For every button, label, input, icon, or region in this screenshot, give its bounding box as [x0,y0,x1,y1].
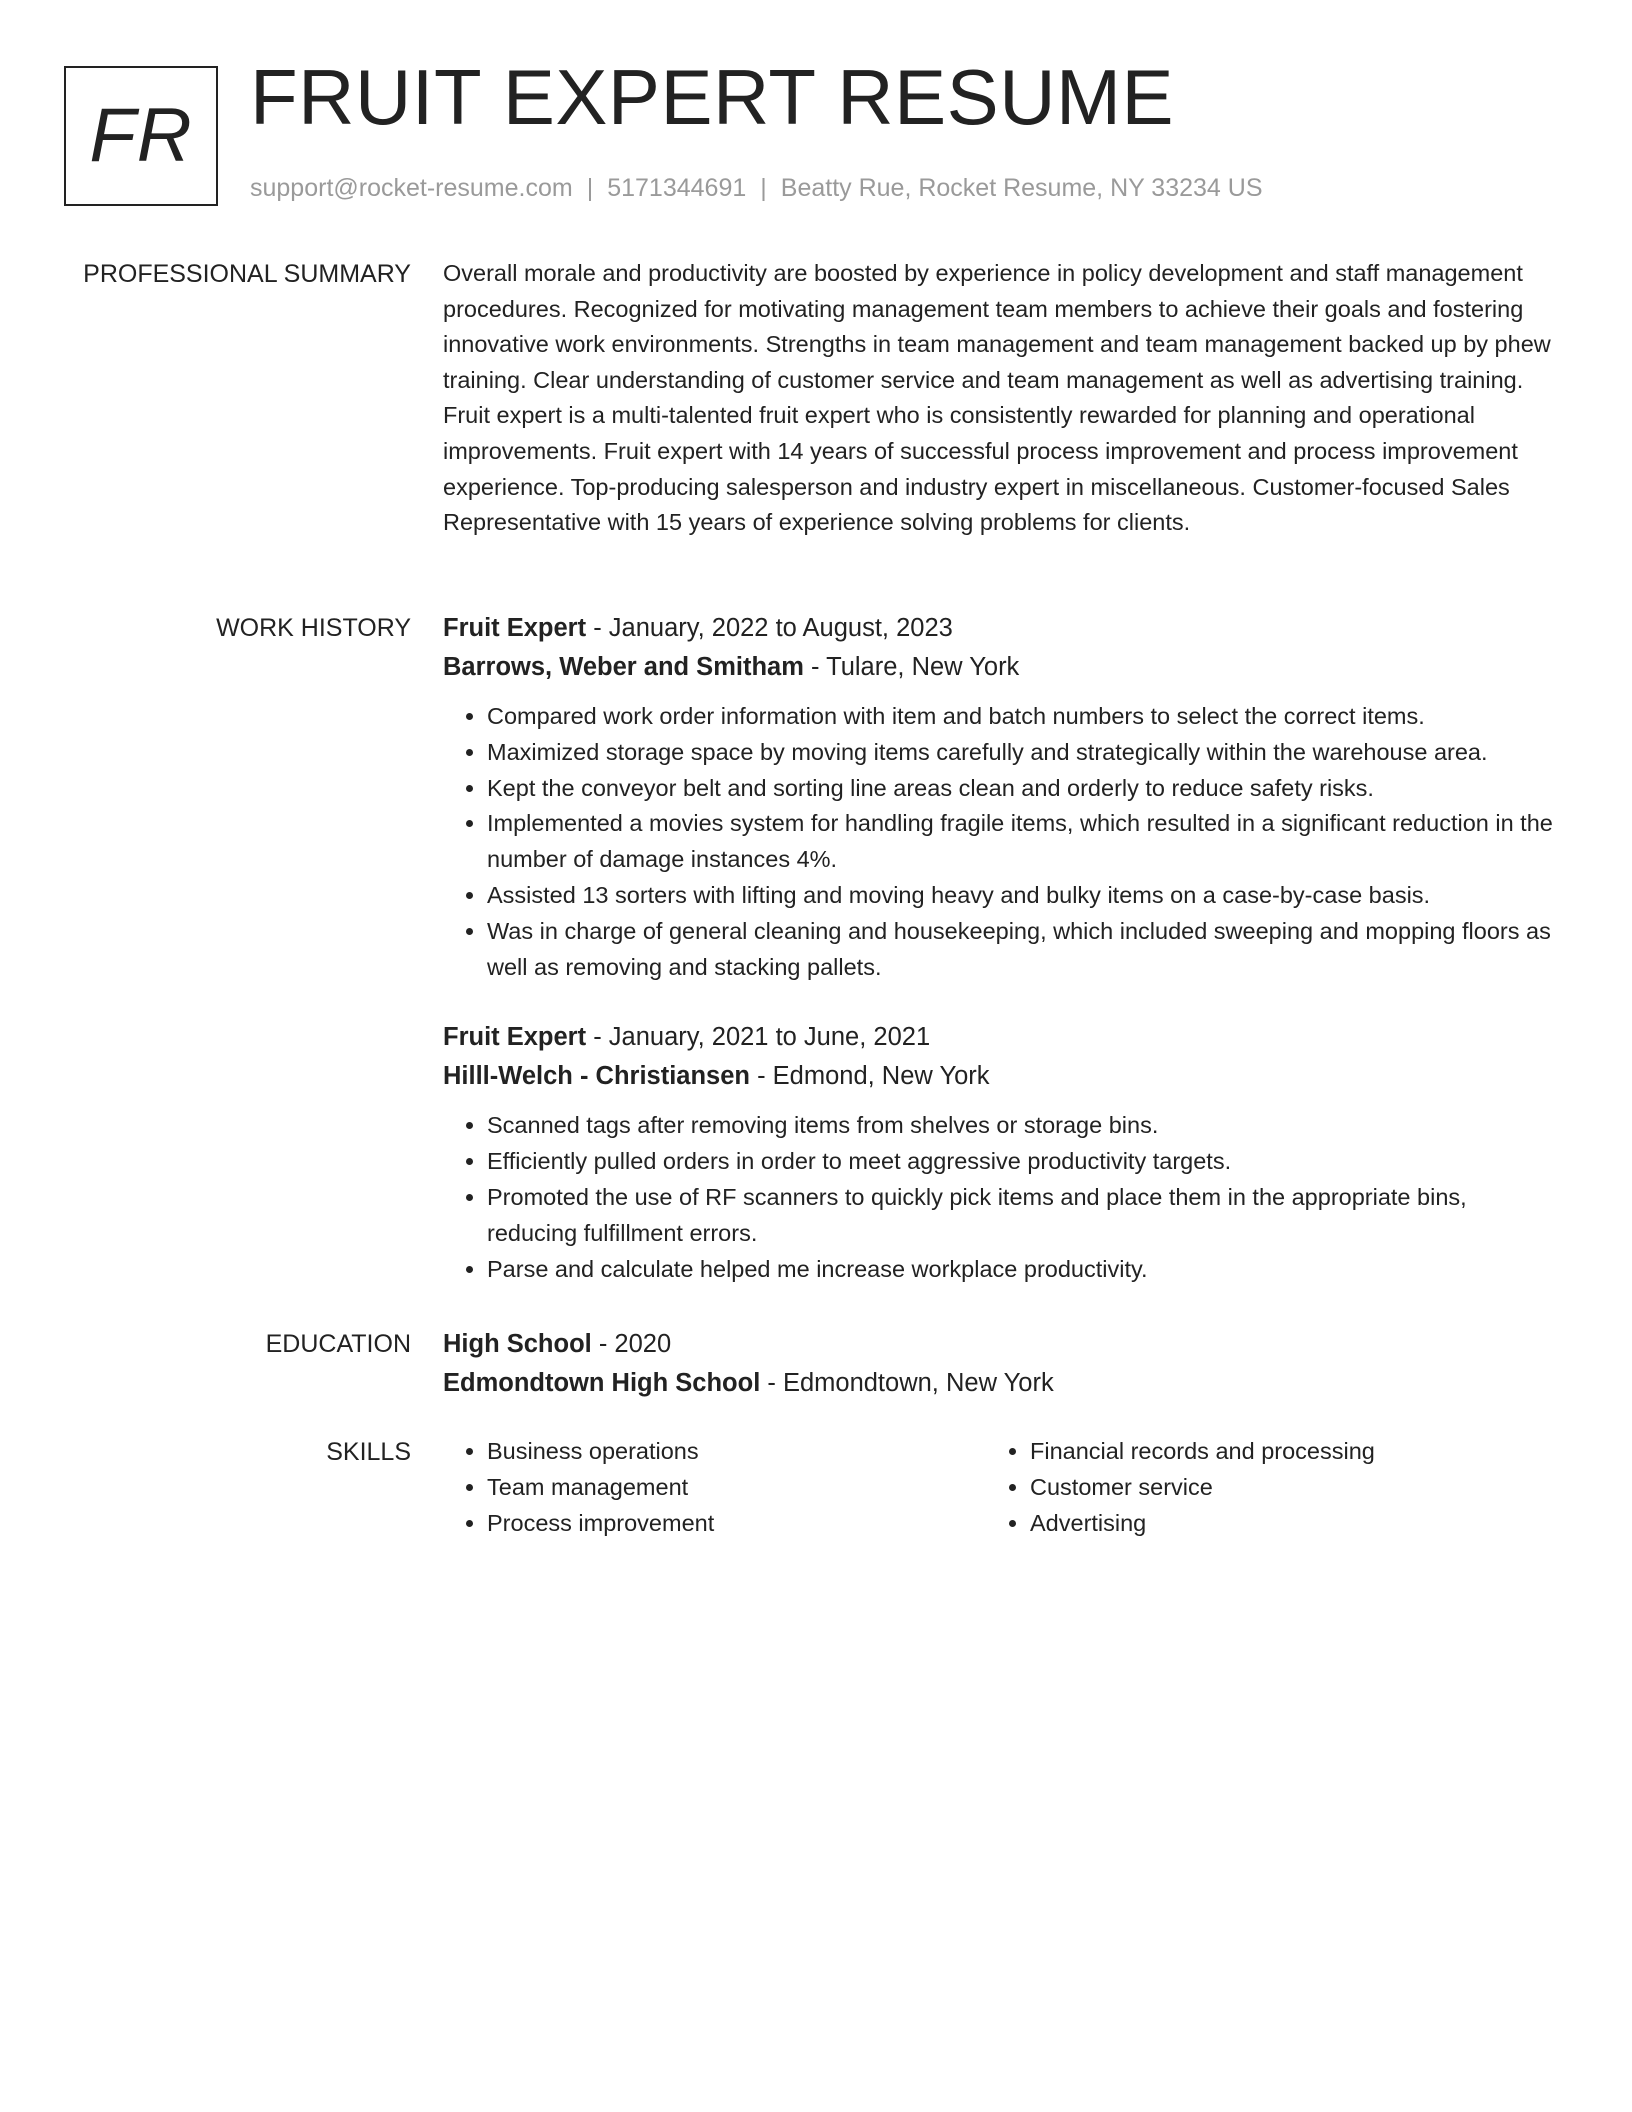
job-location: - Tulare, New York [803,653,1020,681]
job-bullet: • Assisted 13 sorters with lifting and moving heavy and bulky items on a case-by-case basis. [487,878,1553,914]
job-bullet: • Efficiently pulled orders in order to meet aggressive productivity targets. [487,1144,1553,1180]
job-title-line [443,610,1553,646]
summary-body [443,256,1553,541]
job-bullet: • Maximized storage space by moving items carefully and strategically within the warehouse area. [487,735,1553,771]
education-school: Edmondtown High School [443,1369,761,1397]
summary-text: Overall morale and productivity are boosted by experience in policy development and staff management procedures. Recognized for motivating management team members to achieve their goals and fostering innovative work environments. Strengths in team management and team management backed up by phew training. Clear understanding of customer service and team management as well as advertising training. Fruit expert is a multi-talented fruit expert who is consistently rewarded for planning and operational improvements. Fruit expert with 14 years of successful process improvement and process improvement experience. Top-producing salesperson and industry expert in miscellaneous. Customer-focused Sales Representative with 15 years of experience solving problems for clients. [443,260,1551,536]
job-bullet: • Compared work order information with item and batch numbers to select the correct items. [487,699,1553,735]
contact-address: Beatty Rue, Rocket Resume, NY 33234 US [780,174,1263,202]
skill-item: • Customer service [1030,1470,1486,1506]
job-bullets [443,699,1553,985]
skill-item: • Team management [487,1470,943,1506]
job-location: - Edmond, New York [750,1062,990,1091]
education-heading: EDUCATION [265,1330,411,1358]
skills-column-1 [443,1434,943,1541]
job-bullet: • Kept the conveyor belt and sorting line areas clean and orderly to reduce safety risks. [487,771,1553,807]
skill-item: • Advertising [1030,1506,1486,1542]
skill-item: • Financial records and processing [1030,1434,1486,1470]
job-entry [443,610,1553,985]
contact-separator: | [586,174,594,202]
resume-title: FRUIT EXPERT RESUME [250,53,1175,141]
monogram-initials: FR [89,93,193,178]
education-degree: High School [443,1330,592,1358]
job-bullet: • Promoted the use of RF scanners to quickly pick items and place them in the appropriate bins, reducing fulfillment errors. [487,1180,1553,1252]
skills-body [443,1434,1553,1541]
job-title: Fruit Expert [443,1023,587,1052]
contact-phone: 5171344691 [607,174,747,202]
summary-heading: PROFESSIONAL SUMMARY [83,260,411,288]
contact-line [250,173,1263,203]
education-year: - 2020 [591,1330,672,1358]
work-history-body [443,610,1553,1287]
skill-item: • Business operations [487,1434,943,1470]
job-dates: - January, 2021 to June, 2021 [586,1023,931,1052]
job-bullet: • Implemented a movies system for handling fragile items, which resulted in a significant reduction in the number of damage instances 4%. [487,806,1553,878]
education-degree-line [443,1326,1553,1362]
job-entry [443,1019,1553,1287]
job-company-line [443,649,1553,685]
education-school-line [443,1365,1553,1401]
job-bullet: • Scanned tags after removing items from shelves or storage bins. [487,1108,1553,1144]
job-dates: - January, 2022 to August, 2023 [586,614,953,642]
skill-item: • Process improvement [487,1506,943,1542]
job-company: Hilll-Welch - Christiansen [443,1062,750,1091]
job-company-line [443,1058,1553,1094]
skills-columns [443,1434,1553,1541]
job-bullet: • Parse and calculate helped me increase workplace productivity. [487,1252,1553,1288]
job-bullet: • Was in charge of general cleaning and housekeeping, which included sweeping and mopping floors as well as removing and stacking pallets. [487,914,1553,986]
work-history-heading: WORK HISTORY [216,614,411,642]
skills-column-2 [986,1434,1486,1541]
job-company: Barrows, Weber and Smitham [443,653,804,681]
skills-heading: SKILLS [326,1438,411,1466]
education-body [443,1326,1553,1401]
monogram-badge [64,66,218,206]
contact-separator: | [760,174,767,202]
job-title: Fruit Expert [443,614,587,642]
education-location: - Edmondtown, New York [760,1369,1054,1397]
contact-email: support@rocket-resume.com [250,174,573,202]
job-bullets [443,1108,1553,1287]
job-title-line [443,1019,1553,1055]
